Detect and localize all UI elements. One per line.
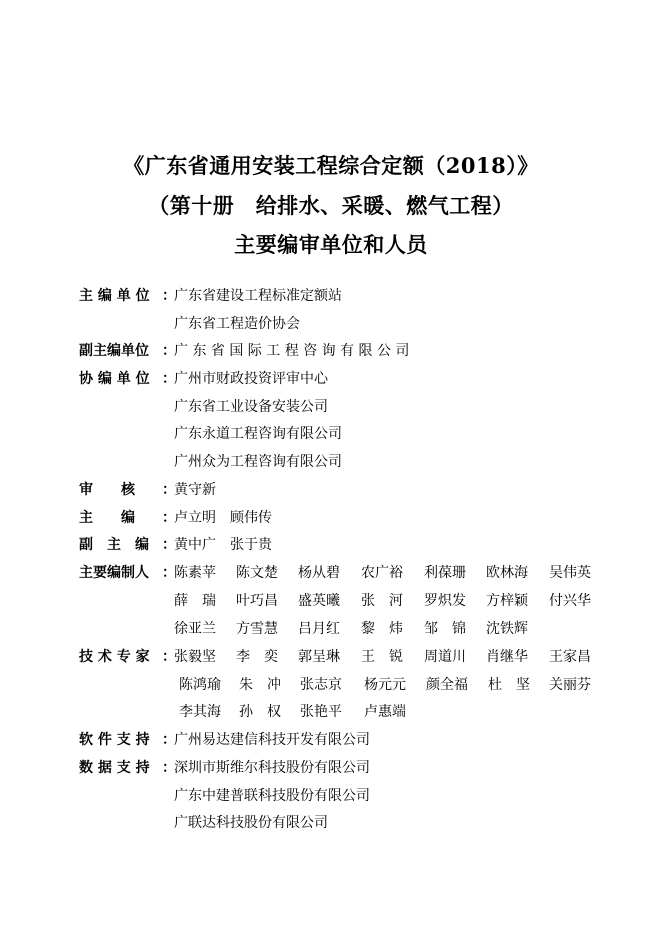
unit-line: 广东永道工程咨询有限公司 (174, 426, 342, 442)
company-line: 广联达科技股份有限公司 (174, 815, 328, 831)
name-row (174, 563, 614, 583)
person-name: 王 锐 (361, 649, 403, 665)
reviewer-label: 审 核 (79, 482, 135, 498)
person-name: 利葆珊 (424, 565, 466, 581)
colon: ： (162, 649, 176, 665)
main-compilers-label: 主要编制人 (79, 565, 149, 581)
name-row (174, 619, 614, 639)
person-name: 张艳平 (300, 704, 342, 720)
colon: ： (162, 537, 176, 553)
unit-line: 广州众为工程咨询有限公司 (174, 454, 342, 470)
document-subtitle: （第十册 给排水、采暖、燃气工程） (148, 193, 514, 218)
name-row (174, 702, 614, 722)
person-name: 孙 权 (239, 704, 281, 720)
unit-line: 广州市财政投资评审中心 (174, 371, 328, 387)
person-name: 杜 坚 (488, 677, 530, 693)
chief-units-label: 主 编 单 位 (79, 288, 150, 304)
person-name: 沈铁辉 (486, 621, 528, 637)
person-name: 朱 冲 (239, 677, 281, 693)
tech-experts-label: 技 术 专 家 (79, 649, 150, 665)
co-units-label: 协 编 单 位 (79, 371, 150, 387)
deputy-unit-label: 副主编单位 (79, 343, 149, 359)
person-name: 关丽芬 (549, 677, 591, 693)
deputy-editor-label: 副 主 编 (79, 537, 149, 553)
person-name: 王家昌 (549, 649, 591, 665)
unit-line: 广 东 省 国 际 工 程 咨 询 有 限 公 司 (174, 343, 410, 359)
software-support-label: 软 件 支 持 (79, 732, 150, 748)
person-name: 周道川 (424, 649, 466, 665)
person-name: 肖继华 (486, 649, 528, 665)
person-name: 郭呈琳 (298, 649, 340, 665)
person-name: 张 河 (361, 593, 403, 609)
person-name: 吕月红 (298, 621, 340, 637)
person-name: 李 奕 (236, 649, 278, 665)
colon: ： (162, 760, 176, 776)
person-name: 吴伟英 (549, 565, 591, 581)
company-line: 深圳市斯维尔科技股份有限公司 (174, 760, 370, 776)
unit-line: 广东省工程造价协会 (174, 316, 300, 332)
person-name: 陈素苹 (174, 565, 216, 581)
person-name: 陈鸿瑜 (179, 677, 221, 693)
unit-line: 广东省建设工程标准定额站 (174, 288, 342, 304)
person-name: 张毅坚 (174, 649, 216, 665)
person-name: 罗炽发 (424, 593, 466, 609)
colon: ： (162, 510, 176, 526)
person-name: 欧林海 (486, 565, 528, 581)
colon: ： (162, 288, 176, 304)
section-heading: 主要编审单位和人员 (234, 232, 428, 257)
company-line: 广东中建普联科技股份有限公司 (174, 788, 370, 804)
person-name: 徐亚兰 (174, 621, 216, 637)
person-name: 颜全福 (426, 677, 468, 693)
colon: ： (162, 732, 176, 748)
person-name: 方梓颖 (486, 593, 528, 609)
person-name: 张志京 (300, 677, 342, 693)
person-name: 方雪慧 (236, 621, 278, 637)
data-support-label: 数 据 支 持 (79, 760, 150, 776)
person-name: 叶巧昌 (236, 593, 278, 609)
person-name: 付兴华 (549, 593, 591, 609)
person-name: 陈文楚 (236, 565, 278, 581)
unit-line: 广东省工业设备安装公司 (174, 399, 328, 415)
person-name: 邹 锦 (424, 621, 466, 637)
person-name: 杨元元 (364, 677, 406, 693)
company-line: 广州易达建信科技开发有限公司 (174, 732, 370, 748)
person-name: 农广裕 (361, 565, 403, 581)
colon: ： (162, 482, 176, 498)
document-title: 《广东省通用安装工程综合定额（2018）》 (123, 153, 539, 178)
person-line: 黄守新 (174, 482, 216, 498)
person-line: 卢立明 顾伟传 (174, 510, 272, 526)
name-row (174, 647, 614, 667)
name-row (174, 591, 614, 611)
colon: ： (162, 371, 176, 387)
name-row (174, 675, 614, 695)
person-name: 黎 炜 (361, 621, 403, 637)
colon: ： (162, 565, 176, 581)
colon: ： (162, 343, 176, 359)
person-line: 黄中广 张于贵 (174, 537, 272, 553)
chief-editor-label: 主 编 (79, 510, 135, 526)
person-name: 李其海 (179, 704, 221, 720)
person-name: 盛英曦 (298, 593, 340, 609)
person-name: 卢惠端 (364, 704, 406, 720)
person-name: 薛 瑞 (174, 593, 216, 609)
person-name: 杨从碧 (298, 565, 340, 581)
